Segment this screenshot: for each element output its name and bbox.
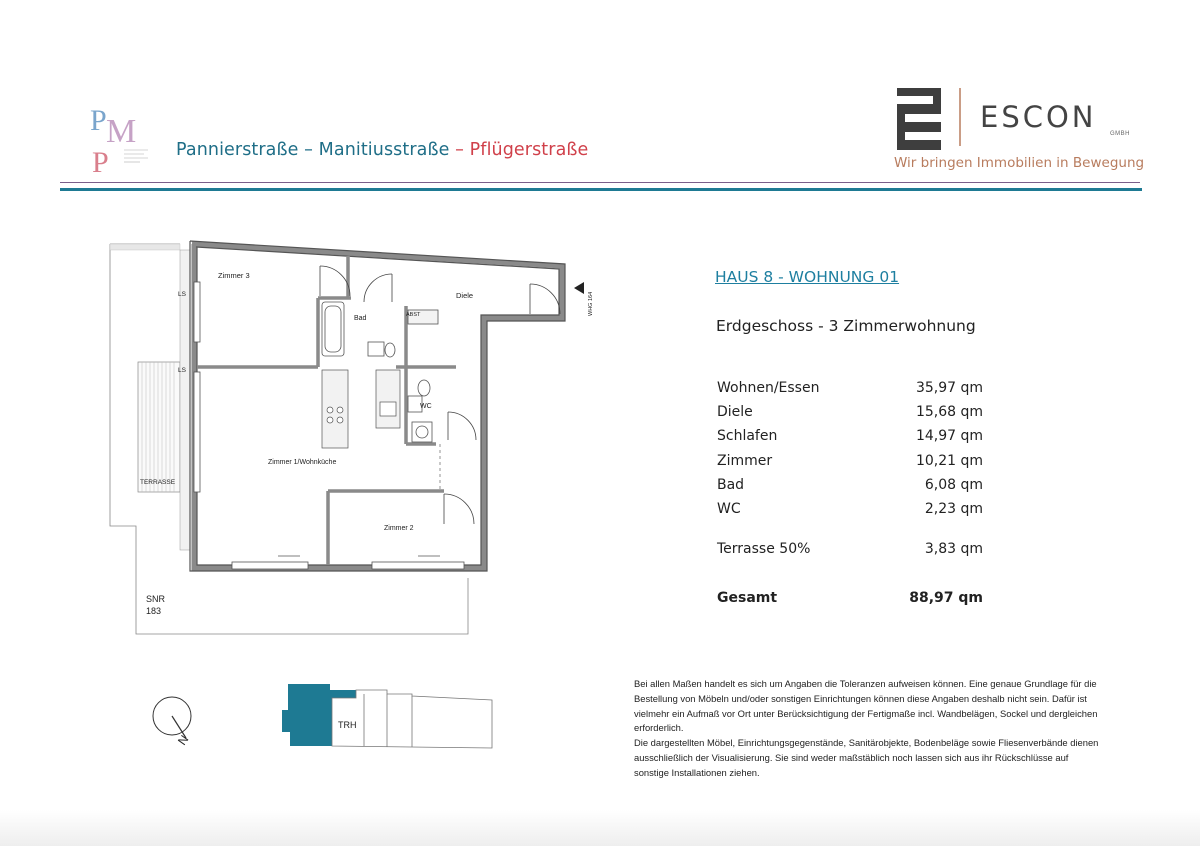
terrace-row — [717, 541, 983, 563]
escon-slogan: Wir bringen Immobilien in Bewegung — [894, 155, 1145, 171]
label-bad: Bad — [354, 315, 367, 322]
room-area: 2,23 qm — [924, 501, 983, 517]
label-terrasse: TERRASSE — [140, 479, 176, 486]
terrace-label: Terrasse 50% — [717, 541, 811, 557]
site-map-label: TRH — [338, 720, 357, 730]
room-label: Wohnen/Essen — [717, 380, 820, 396]
room-label: WC — [717, 501, 741, 517]
label-zimmer1: Zimmer 1/Wohnküche — [268, 459, 337, 466]
total-row — [717, 590, 983, 612]
room-label: Diele — [717, 404, 753, 420]
disclaimer-paragraph-2: Die dargestellten Möbel, Einrichtungsgegenstände, Sanitärobjekte, Bodenbeläge sowie Fliesenverbände dienen ausschließlich der Visualisierung. Sie sind weder maßstäblich noch lassen sich aus ihr Rückschlüsse auf sonstige Installationen ziehen. — [634, 737, 1099, 778]
label-ls-2: LS — [178, 367, 186, 374]
wc-fixtures — [408, 380, 432, 442]
site-map — [272, 684, 497, 750]
label-snr: SNR — [146, 594, 166, 604]
street-3: Pflügerstraße — [469, 140, 589, 160]
street-1: Pannierstraße — [176, 140, 299, 160]
escon-brand: ESCON — [980, 100, 1097, 134]
room-area: 15,68 qm — [915, 404, 983, 420]
page-bottom-shade — [0, 810, 1200, 846]
total-area: 88,97 qm — [909, 590, 983, 606]
bath-fixtures — [322, 302, 438, 357]
room-label: Zimmer — [717, 453, 773, 469]
apartment-subtitle: Erdgeschoss - 3 Zimmerwohnung — [716, 317, 976, 335]
apartment-title: HAUS 8 - WOHNUNG 01 — [715, 268, 900, 286]
label-zimmer3: Zimmer 3 — [218, 271, 250, 280]
room-row — [717, 501, 983, 523]
label-abst: ABST — [406, 312, 421, 318]
terrace-hatch — [138, 362, 180, 492]
room-row — [717, 477, 983, 499]
street-sep-2: – — [449, 140, 470, 160]
room-area: 35,97 qm — [915, 380, 983, 396]
label-wc: WC — [420, 403, 432, 410]
label-zimmer2: Zimmer 2 — [384, 525, 414, 532]
floorplan — [96, 236, 594, 640]
svg-text:P: P — [92, 146, 109, 179]
svg-text:P: P — [90, 104, 107, 137]
entrance-arrow — [574, 282, 584, 294]
room-row — [717, 453, 983, 475]
disclaimer-paragraph-1: Bei allen Maßen handelt es sich um Angaben die Toleranzen aufweisen können. Eine genaue Grundlage für die Bestellung von Möbeln und/oder sonstigen Einrichtungen können diese Angaben deshalb nicht sein. Dafür ist vielmehr ein Aufmaß vor Ort unter Berücksichtigung der Fertigmaße incl. Wandbelägen, Sockel und dergleichen erforderlich. — [634, 678, 1098, 734]
kitchen-fixtures — [322, 370, 400, 448]
label-snr-number: 183 — [146, 606, 162, 616]
label-entrance: WHG 164 — [588, 291, 594, 316]
header-divider-thick — [60, 188, 1142, 191]
room-label: Bad — [717, 477, 745, 493]
street-sep-1: – — [298, 140, 319, 160]
street-2: Manitiusstraße — [318, 140, 450, 160]
room-area: 10,21 qm — [915, 453, 983, 469]
terrace-area: 3,83 qm — [924, 541, 983, 557]
pmp-logo — [88, 100, 158, 180]
label-ls-1: LS — [178, 291, 186, 298]
site-map-highlight — [282, 684, 356, 746]
disclaimer — [634, 677, 1104, 781]
compass-icon — [150, 690, 210, 750]
escon-gmbh: GMBH — [1110, 131, 1130, 137]
room-row — [717, 404, 983, 426]
project-streets — [176, 140, 588, 160]
compass-north: N — [174, 732, 192, 748]
label-diele: Diele — [456, 291, 474, 300]
room-row — [717, 380, 983, 402]
header-divider-thin — [60, 182, 1140, 183]
room-area: 6,08 qm — [924, 477, 983, 493]
room-area: 14,97 qm — [915, 428, 983, 444]
doors — [320, 266, 560, 524]
room-row — [717, 428, 983, 450]
total-label: Gesamt — [717, 590, 778, 606]
room-label: Schlafen — [717, 428, 778, 444]
svg-text:M: M — [106, 113, 137, 150]
